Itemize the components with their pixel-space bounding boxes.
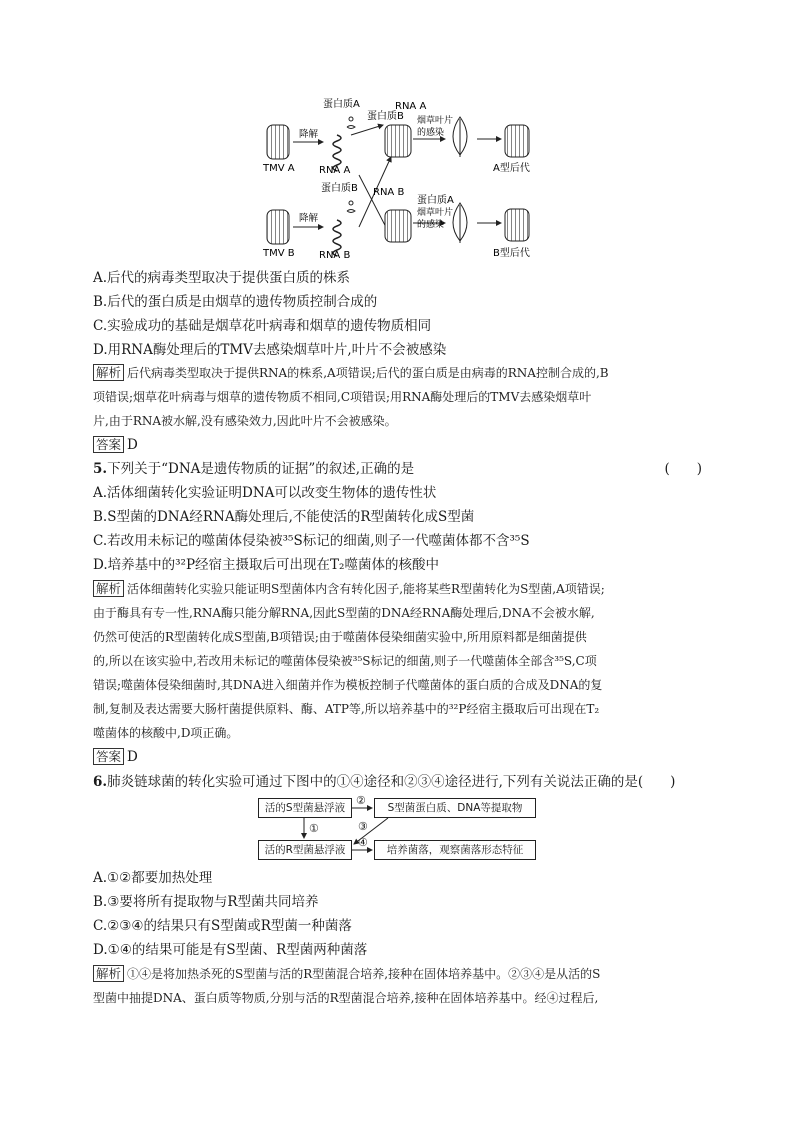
label-tmv-a: TMV A [263, 163, 295, 174]
flow-box-s-extract: S型菌蛋白质、DNA等提取物 [374, 798, 536, 818]
q5-option-c: C.若改用未标记的噬菌体侵染被³⁵S标记的细菌,则子一代噬菌体都不含³⁵S [93, 533, 530, 549]
flow-step-3: ③ [358, 820, 368, 833]
q5-answer: 答案 D [93, 748, 138, 766]
explanation-tag: 解析 [93, 965, 124, 982]
tmv-experiment-figure [255, 95, 545, 260]
q6-flow-diagram [258, 794, 538, 862]
label-degrade-a: 降解 [299, 129, 319, 140]
flow-box-culture: 培养菌落，观察菌落形态特征 [374, 840, 536, 860]
offspring-a-icon [505, 125, 529, 157]
label-degrade-b: 降解 [299, 213, 319, 224]
q5-stem: 5.下列关于“DNA是遗传物质的证据”的叙述,正确的是 [93, 461, 415, 477]
flow-arrows [258, 798, 538, 862]
label-offspring-a: A型后代 [493, 163, 530, 174]
protein-b-icon [347, 201, 355, 213]
reconstituted-virus-b-icon [385, 210, 411, 242]
label-rna-a-bottom: RNA A [319, 165, 351, 176]
q4-option-a: A.后代的病毒类型取决于提供蛋白质的株系 [93, 270, 351, 286]
q6-option-a: A.①②都要加热处理 [93, 870, 213, 886]
tobacco-leaf-icon-b [453, 203, 467, 243]
q5-answer-blank: ( ) [664, 461, 702, 477]
q4-explanation-line-2: 项错误;烟草花叶病毒与烟草的遗传物质不相同,C项错误;用RNA酶处理后的TMV去感染烟草叶 [93, 390, 592, 404]
q5-option-d: D.培养基中的³²P经宿主摄取后可出现在T₂噬菌体的核酸中 [93, 557, 439, 573]
label-rna-b-top: RNA B [373, 187, 405, 198]
q5-option-b: B.S型菌的DNA经RNA酶处理后,不能使活的R型菌转化成S型菌 [93, 509, 475, 525]
flow-box-live-r: 活的R型菌悬浮液 [258, 840, 352, 860]
q5-explanation-line-7: 噬菌体的核酸中,D项正确。 [93, 726, 239, 740]
q5-explanation-line-6: 制,复制及表达需要大肠杆菌提供原料、酶、ATP等,所以培养基中的³²P经宿主摄取后可出现在T₂ [93, 702, 600, 716]
answer-tag: 答案 [93, 436, 124, 453]
label-tobacco-2: 的感染 [417, 128, 445, 138]
q5-option-a: A.活体细菌转化实验证明DNA可以改变生物体的遗传性状 [93, 485, 437, 501]
explanation-tag: 解析 [93, 580, 124, 597]
label-tmv-b: TMV B [263, 248, 295, 259]
label-protein-a: 蛋白质A [323, 99, 360, 110]
q6-option-d: D.①④的结果可能是有S型菌、R型菌两种菌落 [93, 942, 368, 958]
q4-answer: 答案 D [93, 436, 138, 454]
label-tobacco-1: 烟草叶片 [417, 116, 454, 126]
q5-explanation-line-3: 仍然可使活的R型菌转化成S型菌,B项错误;由于噬菌体侵染细菌实验中,所用原料都是细菌提供 [93, 630, 587, 644]
flow-step-2: ② [356, 794, 366, 807]
flow-box-live-s: 活的S型菌悬浮液 [258, 798, 352, 818]
label-tobacco-4: 的感染 [417, 220, 445, 230]
q4-option-c: C.实验成功的基础是烟草花叶病毒和烟草的遗传物质相同 [93, 318, 432, 334]
label-offspring-b: B型后代 [493, 248, 530, 259]
flow-step-4: ④ [358, 836, 368, 849]
tmv-a-virus-icon [267, 125, 289, 159]
q5-explanation-line-1: 解析 活体细菌转化实验只能证明S型菌体内含有转化因子,能将某些R型菌转化为S型菌,A项错误; [93, 580, 605, 598]
reconstituted-virus-a-icon [385, 125, 411, 157]
q4-option-b: B.后代的蛋白质是由烟草的遗传物质控制合成的 [93, 294, 378, 310]
tmv-b-virus-icon [267, 210, 289, 244]
q4-option-d: D.用RNA酶处理后的TMV去感染烟草叶片,叶片不会被感染 [93, 342, 447, 358]
q5-explanation-line-4: 的,所以在该实验中,若改用未标记的噬菌体侵染被³⁵S标记的细菌,则子一代噬菌体全部含³⁵S,C项 [93, 654, 597, 668]
label-protein-a-bottom: 蛋白质A [417, 195, 454, 206]
q4-explanation-line-3: 片,由于RNA被水解,没有感染效力,因此叶片不会被感染。 [93, 414, 397, 428]
q6-explanation-line-1: 解析 ①④是将加热杀死的S型菌与活的R型菌混合培养,接种在固体培养基中。②③④是从活的S [93, 965, 600, 983]
q5-explanation-line-2: 由于酶具有专一性,RNA酶只能分解RNA,因此S型菌的DNA经RNA酶处理后,DNA不会被水解, [93, 606, 595, 620]
q6-explanation-line-2: 型菌中抽提DNA、蛋白质等物质,分别与活的R型菌混合培养,接种在固体培养基中。经④过程后, [93, 991, 599, 1005]
q6-option-b: B.③要将所有提取物与R型菌共同培养 [93, 894, 319, 910]
offspring-b-icon [505, 209, 529, 241]
flow-step-1: ① [309, 822, 319, 835]
q6-stem: 6.肺炎链球菌的转化实验可通过下图中的①④途径和②③④途径进行,下列有关说法正确的是( ) [93, 774, 676, 790]
q4-explanation-line-1: 解析 后代病毒类型取决于提供RNA的株系,A项错误;后代的蛋白质是由病毒的RNA控制合成的,B [93, 364, 609, 382]
label-rna-b-bottom: RNA B [319, 250, 351, 260]
label-protein-b: 蛋白质B [321, 183, 358, 194]
protein-a-icon [347, 117, 355, 129]
answer-tag: 答案 [93, 748, 124, 765]
label-protein-b-top: 蛋白质B [367, 111, 404, 122]
q5-explanation-line-5: 错误;噬菌体侵染细菌时,其DNA进入细菌并作为模板控制子代噬菌体的蛋白质的合成及DNA的复 [93, 678, 603, 692]
tobacco-leaf-icon-a [453, 117, 467, 157]
explanation-tag: 解析 [93, 364, 124, 381]
label-tobacco-3: 烟草叶片 [417, 208, 454, 218]
q6-option-c: C.②③④的结果只有S型菌或R型菌一种菌落 [93, 918, 352, 934]
label-rna-a-top: RNA A [395, 101, 427, 112]
